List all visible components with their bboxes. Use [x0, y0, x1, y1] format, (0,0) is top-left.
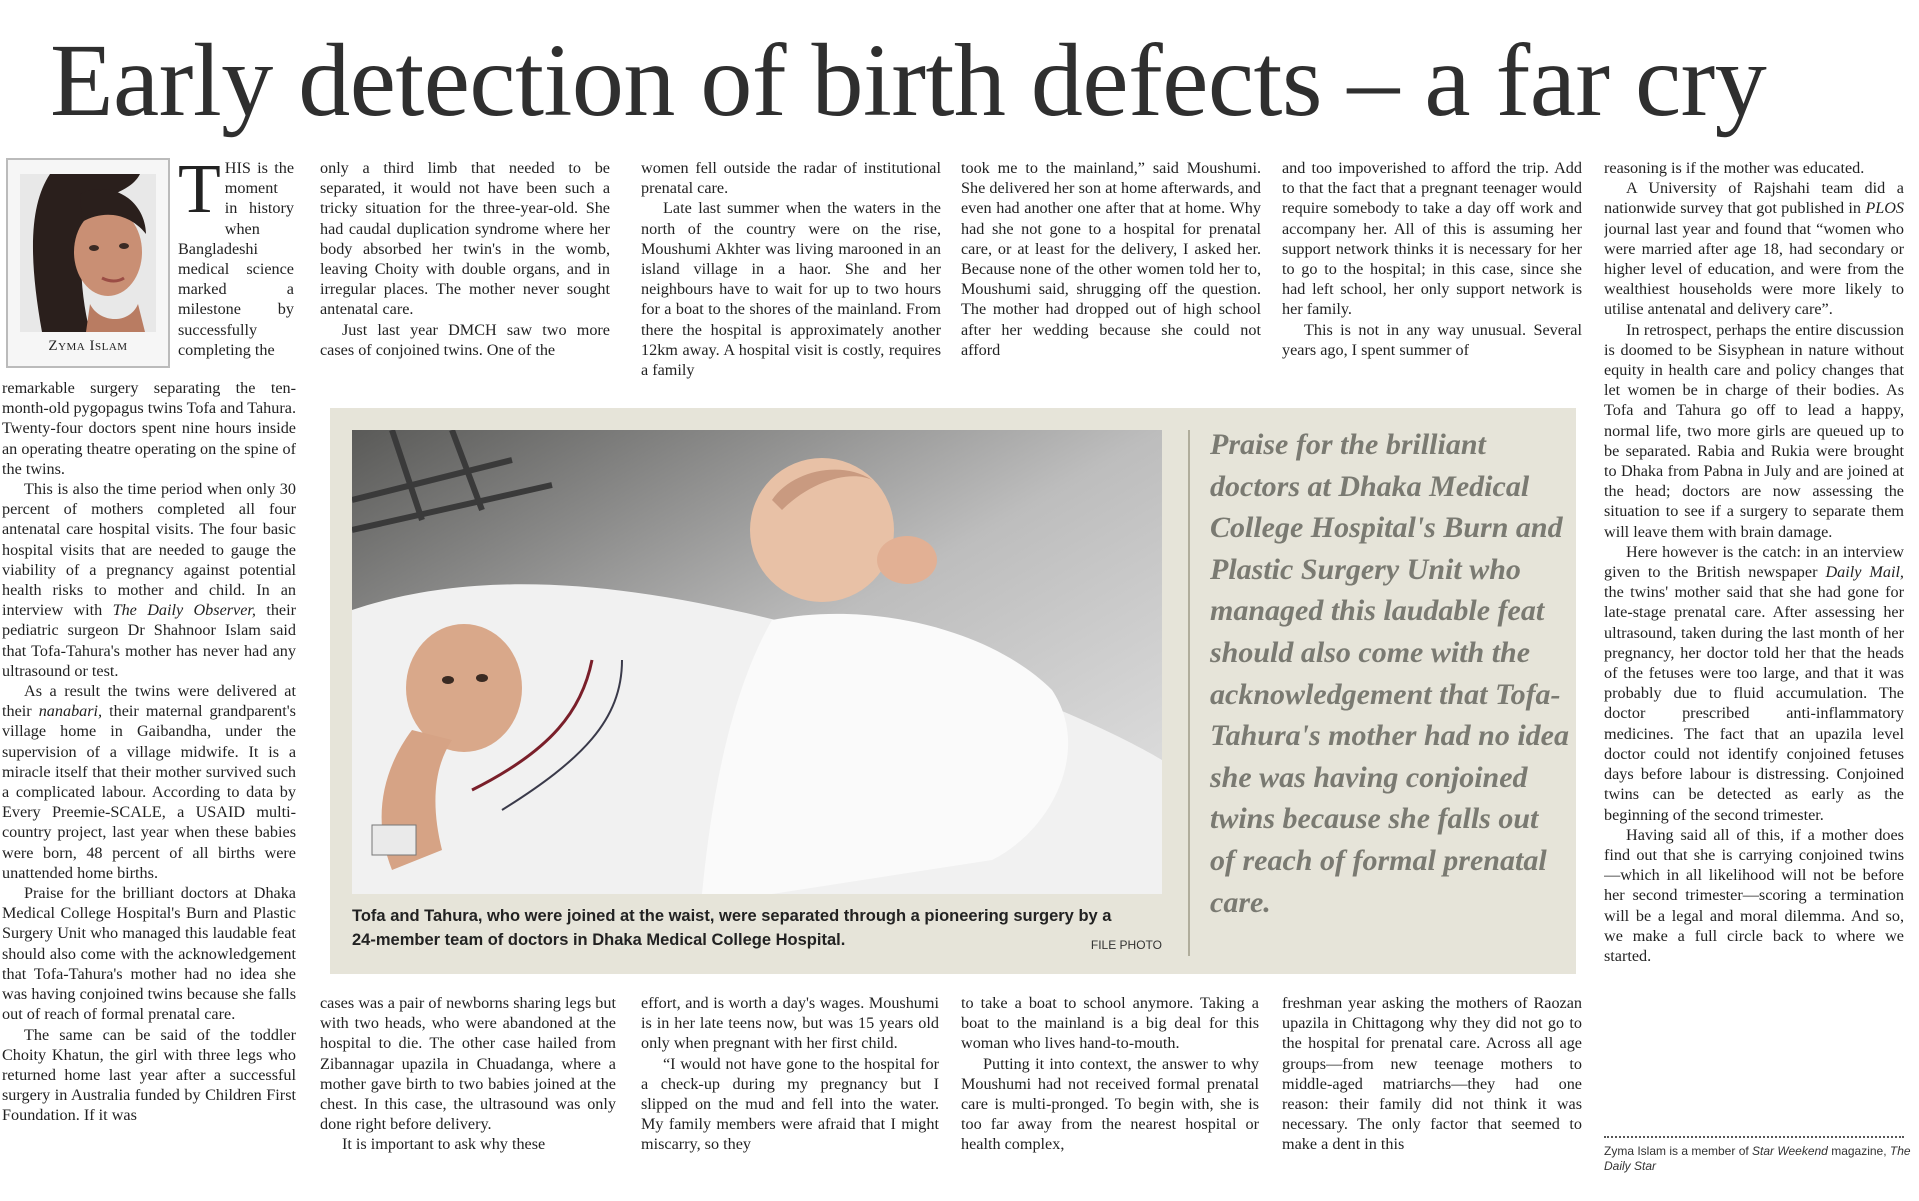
paragraph: Praise for the brilliant doctors at Dhaka Medical College Hospital's Burn and Plastic Surgery Unit who managed this laudable feat should also come with the acknowledgement that Tofa-Tahura's mother had no idea she was having conjoined twins because she falls out of reach of formal prenatal care.: [2, 884, 296, 1024]
lead-paragraph-continued: remarkable surgery separating the ten-month-old pygopagus twins Tofa and Tahura. Twenty-four doctors spent nine hours inside an operating theatre operating on the spine of the twins.: [2, 379, 296, 478]
column-3-bottom: effort, and is worth a day's wages. Moushumi is in her late teens now, but was 15 years old only when pregnant with her first child. “I would not have gone to the hospital for a check-up during my pregnancy but I slipped on the mud and fell into the water. My family members were afraid that I might miscarry, so they: [641, 994, 939, 1154]
author-box: [6, 158, 170, 368]
headline: Early detection of birth defects – a far cry: [50, 23, 1767, 138]
photo-caption: Tofa and Tahura, who were joined at the waist, were separated through a pioneering surgery by a 24-member team of doctors in Dhaka Medical College Hospital.: [352, 907, 1112, 949]
column-1-top-text: [178, 158, 294, 376]
column-4-bottom: to take a boat to school anymore. Taking a boat to the mainland is a big deal for this woman who lives hand-to-mouth. Putting it into context, the answer to why Moushumi had not received formal prenatal care is multi-pronged. To begin with, she is too far away from the nearest hospital or health complex,: [961, 994, 1259, 1154]
column-6-text: reasoning is if the mother was educated. A University of Rajshahi team did a nationwide survey that got published in PLOS journal last year and found that “women who were married after age 18, had secondary or higher level of education, and were from the wealthiest households were more likely to utilise antenatal and delivery care”. In retrospect, perhaps the entire discussion is doomed to be Sisyphean in nature without equity in health care and policy changes that let women be in charge of their bodies. As Tofa and Tahura go off to lead a happy, normal life, two more girls are queued up to be separated. Rabia and Rukia were brought to Dhaka from Pabna in July and are joined at the head; doctors are now assessing the situation to see if a surgery to separate them will leave them with brain damage. Here however is the catch: in an interview given to the British newspaper Daily Mail, the twins' mother said that she had gone for late-stage prenatal care. After assessing her ultrasound, taken during the last month of her pregnancy, her doctor told her that the heads of the fetuses were too large, and that it was probably due to fluid accumulation. The doctor prescribed anti-inflammatory medicines. The fact that an upazila level doctor could not identify conjoined fetuses days before labour is distressing. Conjoined twins can be detected as early as the beginning of the second trimester. Having said all of this, if a mother does find out that she is carrying conjoined twins—which in all likelihood will not be before her second trimester—scoring a termination will be a legal and moral dilemma. And so, we make a full circle back to where we started.: [1604, 159, 1904, 965]
author-footnote: Zyma Islam is a member of Star Weekend magazine, The Daily Star: [1604, 1144, 1911, 1173]
column-5-top: and too impoverished to afford the trip. Add to that the fact that a pregnant teenager would require somebody to take a day off work and accompany her. All of this is assuming her support network thinks it is necessary for her to go to the hospital; in this case, since she had left school, her only support network is her family. This is not in any way unusual. Several years ago, I spent summer of: [1282, 159, 1582, 359]
twins-photo: [352, 430, 1162, 894]
pullquote-rule: [1188, 430, 1190, 956]
photo-credit: FILE PHOTO: [1090, 938, 1162, 952]
paragraph: The same can be said of the toddler Choity Khatun, the girl with three legs who returned home last year after a successful surgery in Australia funded by Children First Foundation. If it was: [2, 1025, 296, 1125]
paragraph: This is also the time period when only 30 percent of mothers completed all four antenatal care hospital visits. The four basic hospital visits that are needed to gauge the viability of a pregnancy against potential health risks to mother and child. In an interview with The Daily Observer, their pediatric surgeon Dr Shahnoor Islam said that Tofa-Tahura's mother has never had any ultrasound or test.: [2, 480, 296, 680]
column-2-top: only a third limb that needed to be separated, it would not have been such a tricky situation for the three-year-old. She had caudal duplication syndrome where her body absorbed her twin's in the womb, leaving Choity with double organs, and in irregular places. The mother never sought antenatal care. Just last year DMCH saw two more cases of conjoined twins. One of the: [320, 159, 610, 359]
paragraph: As a result the twins were delivered at their nanabari, their maternal grandparent's village home in Gaibandha, under the supervision of a village midwife. It is a miracle itself that their mother survived such a complicated labour. According to data by Every Preemie-SCALE, a USAID multi-country project, last year when these babies were born, 48 percent of all births were unattended home births.: [2, 682, 296, 882]
pullquote: Praise for the brilliant doctors at Dhaka Medical College Hospital's Burn and Plastic Surgery Unit who managed this laudable feat should also come with the acknowledgement that Tofa-Tahura's mother had no idea she was having conjoined twins because she falls out of reach of formal prenatal care.: [1210, 428, 1569, 919]
column-4-top: took me to the mainland,” said Moushumi. She delivered her son at home afterwards, and even had another one after that at home. Why had she not gone to a hospital for prenatal care, or at least for the delivery, I asked her. Because none of the other women told her to, Moushumi said, shrugging off the question. The mother had dropped out of high school after her wedding because she could not afford: [961, 159, 1261, 359]
author-photo: [20, 174, 156, 332]
column-2-bottom: cases was a pair of newborns sharing legs but with two heads, who were abandoned at the hospital to die. The other case hailed from Zibannagar upazila in Chuadanga, where a mother gave birth to two babies joined at the chest. In this case, the ultrasound was only done right before delivery. It is important to ask why these: [320, 994, 616, 1154]
column-5-bottom: freshman year asking the mothers of Raozan upazila in Chittagong why they did not go to the hospital for prenatal care. Across all age groups—from new teenage mothers to middle-aged matriarchs—they had one reason: their family did not think it was necessary. The only factor that seemed to make a dent in this: [1282, 994, 1582, 1154]
column-3-top: women fell outside the radar of institutional prenatal care. Late last summer when the waters in the north of the country were on the rise, Moushumi Akhter was living marooned in an island village in a haor. She and her neighbours have to wait for up to two hours for a boat to the shores of the mainland. From there the hospital is approximately another 12km away. A hospital visit is costly, requires a family: [641, 159, 941, 380]
footnote-rule: [1604, 1136, 1904, 1138]
column-1-text: [2, 378, 296, 1178]
lead-paragraph-start: HIS is the moment in history when Bangladeshi medical science marked a milestone by successfully completing the: [178, 159, 294, 359]
dropcap: T: [178, 158, 221, 228]
author-name: Zyma Islam: [48, 338, 128, 354]
